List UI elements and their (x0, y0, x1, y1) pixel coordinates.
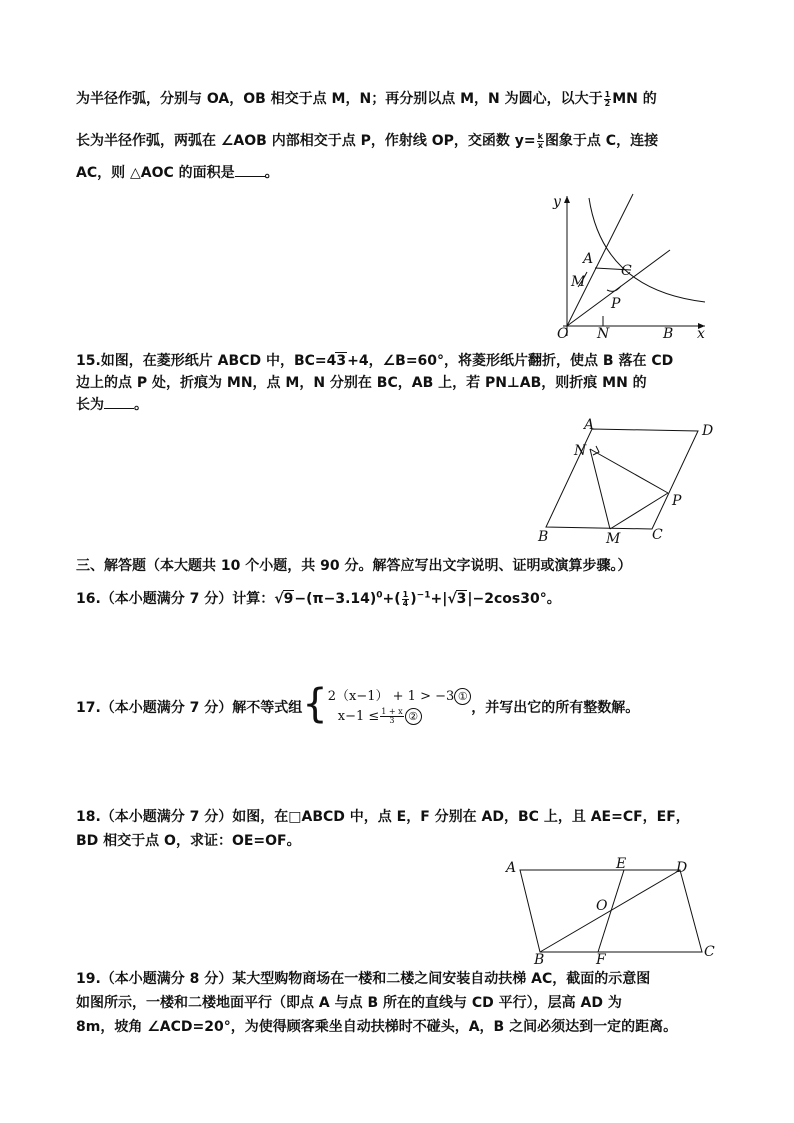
label-C: C (652, 527, 663, 543)
fraction-quarter: $\frac{1}{4}$ (402, 589, 409, 608)
label-N: N (597, 326, 610, 340)
label-D: D (676, 860, 688, 876)
label-E: E (616, 856, 627, 872)
q18-line-2: BD 相交于点 O，求证：OE=OF。 (76, 833, 301, 849)
answer-blank (235, 164, 265, 177)
label-y: y (553, 194, 561, 210)
q18-figure (500, 852, 725, 964)
label-A: A (583, 251, 594, 267)
label-A: A (584, 417, 595, 433)
q19-line-3: 8m，坡角 ∠ACD=20°，为使得顾客乘坐自动扶梯时不碰头，A，B 之间必须达到一定的距离。 (76, 1019, 678, 1035)
fraction-half: $\frac{1}{2}$ (604, 89, 611, 108)
label-x: x (697, 326, 705, 340)
sqrt-3: 3 (336, 353, 347, 369)
q14-text: 为半径作弧，分别与 OA，OB 相交于点 M，N；再分别以点 M，N 为圆心，以大于 (76, 91, 603, 107)
q14-figure (545, 190, 715, 340)
label-P: P (611, 296, 621, 312)
q14-line-1: 为半径作弧，分别与 OA，OB 相交于点 M，N；再分别以点 M，N 为圆心，以大于 $\frac{1}{2}$ MN 的 (76, 89, 657, 108)
q15-line-2: 边上的点 P 处，折痕为 MN，点 M，N 分别在 BC，AB 上，若 PN⊥AB，则折痕 MN 的 (76, 375, 647, 391)
fraction-k-over-x: $\frac{k}{x}$ (537, 131, 543, 150)
sqrt-3: 3 (456, 591, 467, 607)
answer-blank (104, 396, 134, 409)
q19-line-1: 19.（本小题满分 8 分）某大型购物商场在一楼和二楼之间安装自动扶梯 AC，截面的示意图 (76, 971, 651, 987)
label-O: O (557, 326, 569, 340)
q15-line-3: 长为 。 (76, 397, 148, 413)
label-C: C (621, 263, 632, 279)
label-M: M (571, 274, 586, 290)
label-B: B (663, 326, 674, 340)
q19-line-2: 如图所示，一楼和二楼地面平行（即点 A 与点 B 所在的直线与 CD 平行），层高 AD 为 (76, 995, 622, 1011)
label-F: F (596, 952, 606, 964)
label-C: C (704, 944, 715, 960)
q15-line-1: 15.如图，在菱形纸片 ABCD 中，BC=43+4，∠B=60°，将菱形纸片翻折，使点 B 落在 CD (76, 353, 674, 369)
q18-line-1: 18.（本小题满分 7 分）如图，在□ABCD 中，点 E，F 分别在 AD，BC 上，且 AE=CF，EF， (76, 809, 690, 825)
q17: 17.（本小题满分 7 分）解不等式组{ 2（x−1） + 1 > −3 ① x−1 ≤ $\frac{1 + x}{3}$ ② ，并写出它的所有整数解。 (76, 681, 640, 727)
label-B: B (534, 952, 545, 964)
label-B: B (538, 529, 549, 545)
inequality-system: 2（x−1） + 1 > −3 ① x−1 ≤ $\frac{1 + x}{3}$ ② (328, 687, 472, 727)
label-D: D (702, 423, 714, 439)
q14-line-2: 长为半径作弧，两弧在 ∠AOB 内部相交于点 P，作射线 OP，交函数 y= $\frac{k}{x}$ 图象于点 C，连接 (76, 131, 659, 150)
label-P: P (672, 493, 682, 509)
q16: 16.（本小题满分 7 分）计算：$√9-(\pi-3.14)^0+$( $\frac{1}{4}$ )$^{-1}$+|√3|−2cos30°。 (76, 589, 561, 608)
q15-figure (530, 415, 730, 545)
label-M: M (606, 531, 621, 545)
label-A: A (506, 860, 517, 876)
sqrt-9: 9 (283, 591, 294, 607)
q14-line-3: AC，则 △AOC 的面积是 。 (76, 165, 279, 181)
section-3-heading: 三、解答题（本大题共 10 个小题，共 90 分。解答应写出文字说明、证明或演算步骤。） (76, 558, 632, 574)
label-N: N (574, 443, 587, 459)
label-O: O (596, 898, 608, 914)
